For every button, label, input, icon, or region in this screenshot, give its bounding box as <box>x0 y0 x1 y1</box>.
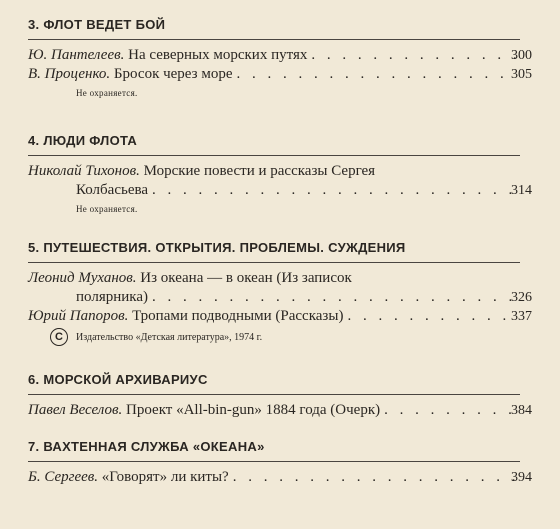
entry-page-number: 394 <box>511 470 532 485</box>
entry-title-line1: Из океана — в океан (Из записок <box>140 270 352 286</box>
section-divider <box>28 394 520 395</box>
entry-title-line2: Колбасьева <box>76 182 149 198</box>
toc-section-3 <box>28 15 532 100</box>
entry-author: Юрий Папоров. <box>28 308 129 324</box>
dot-leader <box>152 288 516 307</box>
toc-entry <box>28 269 532 307</box>
toc-entry <box>28 46 532 65</box>
entry-title-line2: полярника) <box>76 289 148 305</box>
entry-page-number: 384 <box>511 403 532 418</box>
entry-page-number: 337 <box>511 309 532 324</box>
entry-title: «Говорят» ли киты? <box>101 469 229 485</box>
dot-leader <box>236 65 516 84</box>
toc-section-7 <box>28 437 532 487</box>
section-divider <box>28 262 520 263</box>
entry-title: Тропами подводными (Рассказы) <box>132 308 344 324</box>
copyright-note: Не охраняется. <box>76 88 138 98</box>
copyright-text: Издательство «Детская литература», 1974 г. <box>76 331 263 343</box>
entry-title: Бросок через море <box>113 66 233 82</box>
copyright-icon: C <box>50 328 68 346</box>
entry-title: Проект «All-bin-gun» 1884 года (Очерк) <box>126 402 381 418</box>
dot-leader <box>233 468 516 487</box>
toc-section-6 <box>28 370 532 420</box>
entry-author: Николай Тихонов. <box>28 163 140 179</box>
section-divider <box>28 155 520 156</box>
dot-leader <box>384 401 516 420</box>
toc-entry <box>28 468 532 487</box>
entry-title: На северных морских путях <box>128 47 308 63</box>
entry-author: В. Проценко. <box>28 66 111 82</box>
toc-section-4 <box>28 131 532 216</box>
section-divider <box>28 461 520 462</box>
toc-entry <box>28 401 532 420</box>
entry-author: Леонид Муханов. <box>28 270 137 286</box>
dot-leader <box>152 181 516 200</box>
section-title: 5. ПУТЕШЕСТВИЯ. ОТКРЫТИЯ. ПРОБЛЕМЫ. СУЖДЕНИЯ <box>28 240 406 255</box>
entry-title-line1: Морские повести и рассказы Сергея <box>143 163 376 179</box>
entry-page-number: 314 <box>511 183 532 198</box>
section-title: 7. ВАХТЕННАЯ СЛУЖБА «ОКЕАНА» <box>28 439 265 454</box>
entry-page-number: 300 <box>511 48 532 63</box>
section-divider <box>28 39 520 40</box>
dot-leader <box>347 307 516 326</box>
section-title: 3. ФЛОТ ВЕДЕТ БОЙ <box>28 17 166 32</box>
toc-section-5 <box>28 238 532 348</box>
entry-author: Ю. Пантелеев. <box>28 47 125 63</box>
entry-author: Павел Веселов. <box>28 402 123 418</box>
dot-leader <box>311 46 516 65</box>
toc-entry <box>28 162 532 200</box>
section-title: 6. МОРСКОЙ АРХИВАРИУС <box>28 372 208 387</box>
entry-page-number: 305 <box>511 67 532 82</box>
section-title: 4. ЛЮДИ ФЛОТА <box>28 133 138 148</box>
toc-entry <box>28 65 532 84</box>
entry-author: Б. Сергеев. <box>28 469 99 485</box>
entry-page-number: 326 <box>511 290 532 305</box>
copyright-note: Не охраняется. <box>76 204 138 214</box>
copyright-line <box>28 326 520 348</box>
toc-entry <box>28 307 532 326</box>
